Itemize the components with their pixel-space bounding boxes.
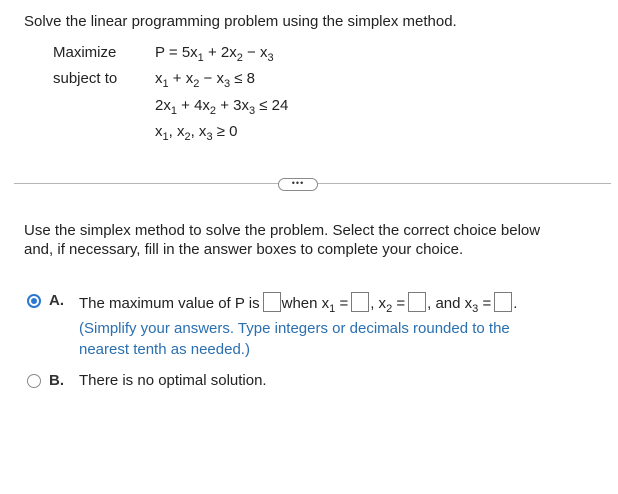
option-b-text: There is no optimal solution. bbox=[79, 372, 267, 389]
instructions-line-2: and, if necessary, fill in the answer boxes to complete your choice. bbox=[24, 241, 464, 258]
option-a-answer-line: The maximum value of P is when $x_1$ = , $x_2$ = , and $x_3$ = . bbox=[79, 292, 517, 312]
x2-input[interactable] bbox=[408, 292, 426, 312]
option-a-text-1: The maximum value of P is bbox=[79, 295, 260, 312]
constraint-2: $2x_1 + 4x_2 + 3x_3 \le 24$ bbox=[155, 97, 289, 117]
x1-input[interactable] bbox=[351, 292, 369, 312]
option-a-radio[interactable] bbox=[27, 294, 41, 308]
constraints-label: subject to bbox=[53, 70, 118, 87]
option-b-radio[interactable] bbox=[27, 374, 41, 388]
objective-function: $P = 5x_1 + 2x_2 - x_3$ bbox=[155, 44, 274, 64]
question-prompt: Solve the linear programming problem using the simplex method. bbox=[24, 13, 457, 30]
objective-label: Maximize bbox=[53, 44, 117, 61]
option-a-letter: A. bbox=[49, 292, 64, 309]
option-a-text-2: when x bbox=[281, 295, 330, 312]
expand-more-button[interactable]: ••• bbox=[278, 178, 318, 191]
constraint-nonnegativity: $x_1$, $x_2$, $x_3 \ge 0$ bbox=[155, 123, 238, 143]
option-a-hint-line-1: (Simplify your answers. Type integers or decimals rounded to the bbox=[79, 320, 510, 337]
max-p-input[interactable] bbox=[263, 292, 281, 312]
x3-input[interactable] bbox=[494, 292, 512, 312]
option-b-letter: B. bbox=[49, 372, 64, 389]
option-a-hint-line-2: nearest tenth as needed.) bbox=[79, 341, 250, 358]
constraint-1: $x_1 + x_2 - x_3 \le 8$ bbox=[155, 70, 256, 90]
instructions-line-1: Use the simplex method to solve the problem. Select the correct choice below bbox=[24, 222, 541, 239]
